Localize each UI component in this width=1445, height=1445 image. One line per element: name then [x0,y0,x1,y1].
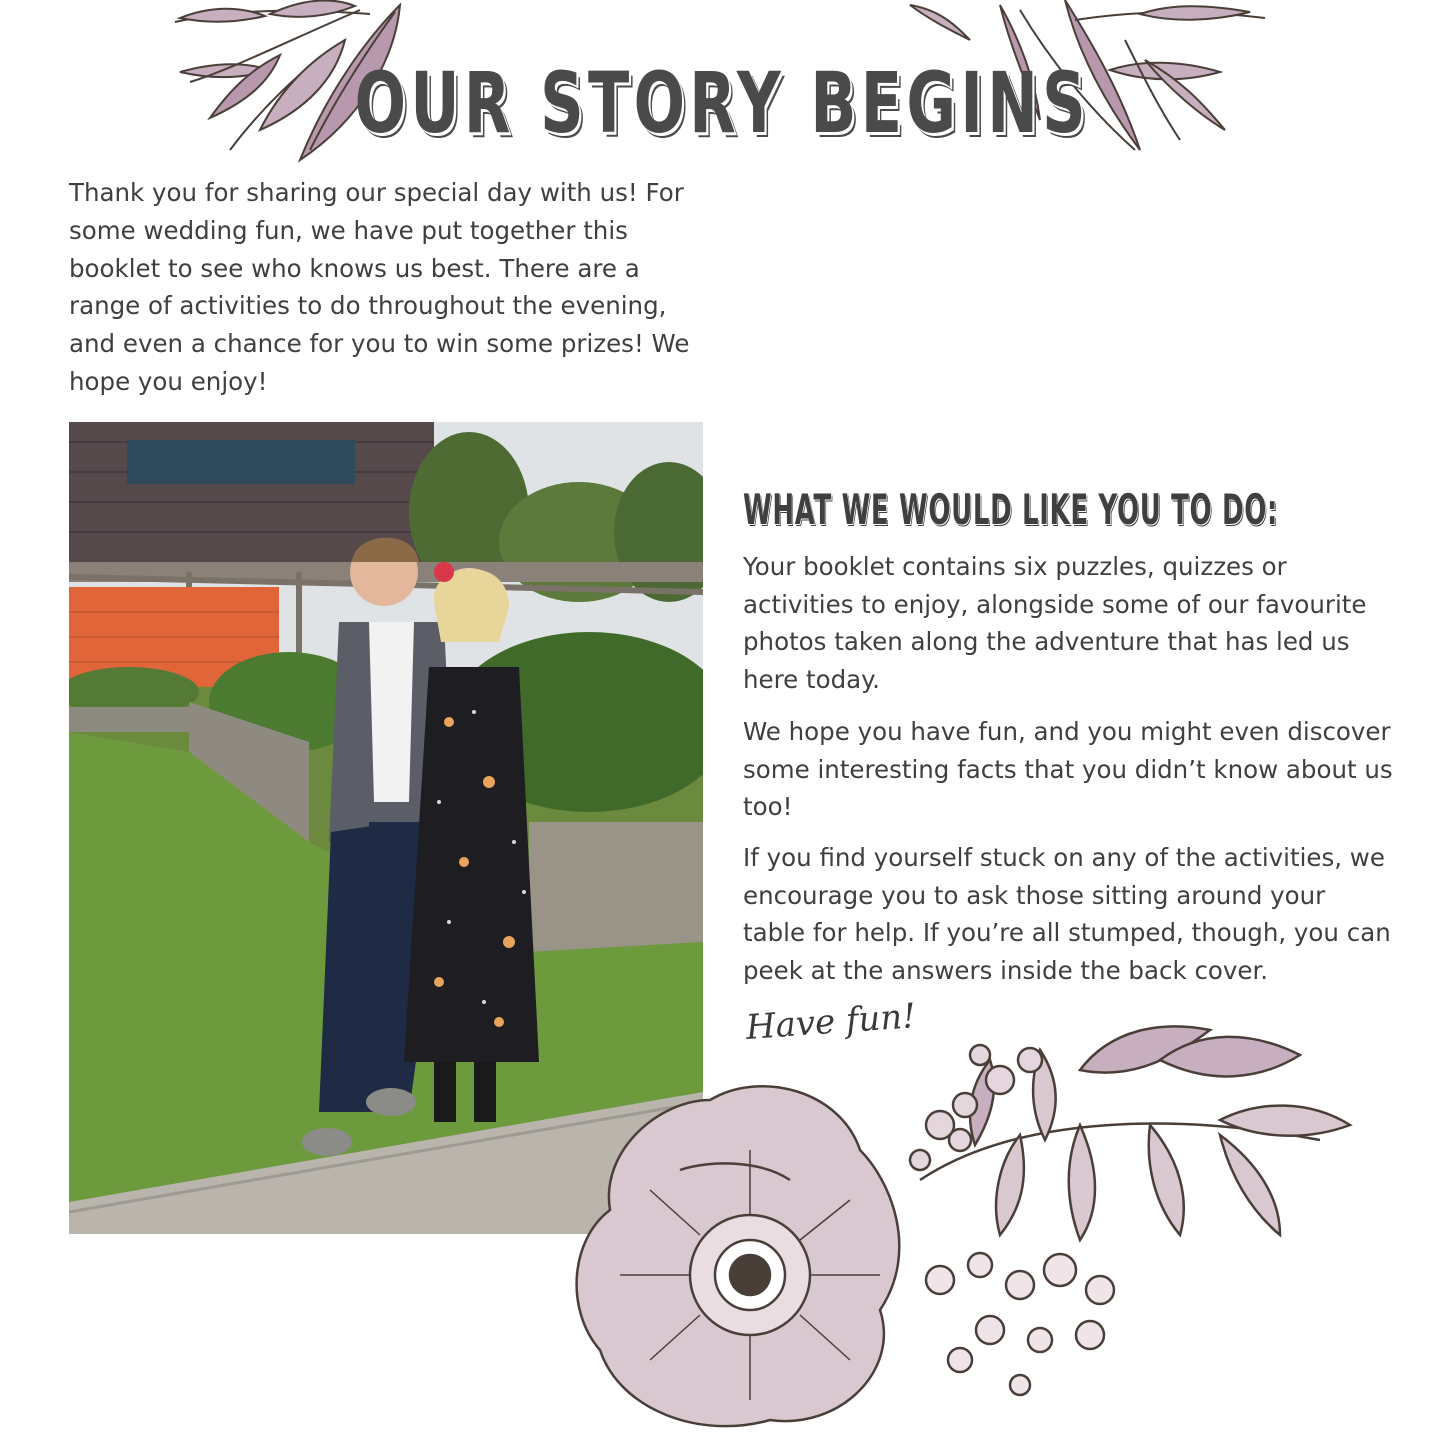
instructions-heading: WHAT WE WOULD LIKE YOU TO DO: [743,485,1279,534]
instructions-paragraph-2: We hope you have fun, and you might even discover some interesting facts that you didn’t know about us too! [743,717,1393,822]
signoff-text: Have fun! [744,996,918,1048]
page-title: OUR STORY BEGINS [354,54,1091,152]
intro-paragraph: Thank you for sharing our special day with us! For some wedding fun, we have put together this booklet to see who knows us best. There are a range of activities to do throughout the evening, and even a chance for you to win some prizes! We hope you enjoy! [69,178,690,396]
instructions-paragraph-3: If you find yourself stuck on any of the activities, we encourage you to ask those sitting around your table for help. If you’re all stumped, though, you can peek at the answers inside the back cover. [743,843,1391,985]
instructions-paragraph-1: Your booklet contains six puzzles, quizzes or activities to enjoy, alongside some of our favourite photos taken along the adventure that has led us here today. [743,552,1367,694]
flower-illustration [560,1010,1380,1445]
